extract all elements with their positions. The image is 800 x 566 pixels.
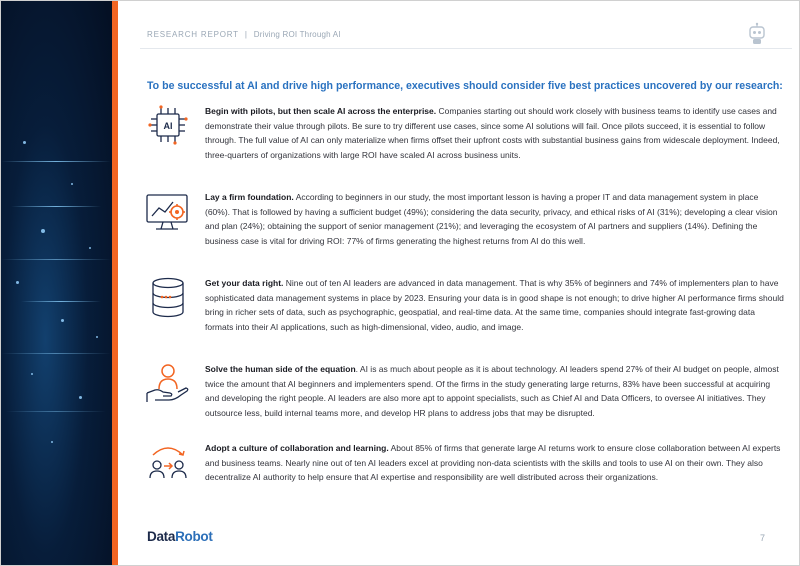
- practice-title: Adopt a culture of collaboration and learning.: [205, 443, 389, 453]
- svg-text:AI: AI: [163, 121, 173, 131]
- practice-title: Get your data right.: [205, 278, 284, 288]
- page-number: 7: [760, 533, 766, 543]
- header-separator: |: [244, 30, 248, 39]
- practice-body: According to beginners in our study, the most important lesson is having a proper IT and data management system in place (60%). That is followed by having a sufficient budget (49%); considering the data security, privacy, and ethical risks of AI (31%); developing a clear vision and plan (24%); obtaining the support of senior management (21%); and leveraging the ecosystem of AI partners and suppliers (14%). Defining the business case is vital for driving ROI: 77% of firms generating the highest returns from AI do this well.: [205, 192, 778, 247]
- practice-body: Nine out of ten AI leaders are advanced in data management. That is why 35% of beginners and 74% of implementers plan to have sophisticated data management systems in place by 2023. Ensuring your data is in good shape is not enough; to drive higher AI performance firms should bring in richer sets of data, such as psychographic, geospatial, and real-time data. At the same time, companies should integrate fast-growing data formats into their AI applications, such as high-dimensional, video, audio, and image.: [205, 278, 784, 333]
- practice-item: [143, 104, 787, 178]
- monitor-analytics-icon: [143, 190, 193, 234]
- robot-icon: [745, 22, 769, 46]
- brand-primary: Data: [147, 529, 176, 544]
- practice-item: [143, 190, 787, 264]
- collaboration-icon: [143, 441, 193, 485]
- brand-logo: [147, 529, 213, 544]
- header-report-name: Driving ROI Through AI: [253, 30, 341, 39]
- practice-body: . AI is as much about people as it is about technology. AI leaders spend 27% of their AI budget on people, almost twice the amount that AI beginners and implementers spend. Of the firms in the study generating large returns, 83% have been successful at acquiring and developing the right people. AI leaders are also more apt to appoint specialists, such as Chief AI and Data Officers, to oversee AI initiatives. They outsource less, build internal teams more, and develop HR plans to address jobs that may be disrupted.: [205, 364, 779, 419]
- practice-item: [143, 362, 787, 436]
- practice-text: [205, 104, 785, 163]
- practice-text: [205, 276, 785, 335]
- brand-accent: Robot: [175, 529, 213, 544]
- intro-heading: To be successful at AI and drive high performance, executives should consider five best practices uncovered by our research:: [147, 80, 783, 92]
- running-header: [147, 30, 341, 39]
- practice-body: Companies starting out should work closely with business teams to identify use cases and demonstrate their value through pilots. Be sure to try different use cases, since some AI solutions will fail. Once pilots succeed, it is essential to follow through. The full value of AI can only materialize when firms offset their upfront costs with substantial business gains from widescale deployment. Indeed, three-quarters of organizations with large ROI have scaled AI across business units.: [205, 106, 780, 161]
- practice-text: [205, 190, 785, 249]
- header-section: RESEARCH REPORT: [147, 30, 239, 39]
- ai-chip-icon: [143, 104, 193, 148]
- person-hand-icon: [143, 362, 193, 406]
- practice-text: [205, 441, 785, 485]
- accent-bar: [112, 1, 118, 565]
- practice-body: About 85% of firms that generate large AI returns work to ensure close collaboration between AI experts and business teams. Nearly nine out of ten AI leaders excel at providing non-data scientists with the skills and tools to use AI on their own. They also decentralize AI authority to help ensure that AI expertise and responsibility are well distributed across their organizations.: [205, 443, 781, 483]
- practice-text: [205, 362, 785, 421]
- database-icon: [143, 276, 193, 320]
- practice-title: Solve the human side of the equation: [205, 364, 356, 374]
- practice-item: [143, 276, 787, 350]
- header-divider: [140, 48, 792, 49]
- practice-item: [143, 441, 787, 501]
- practice-title: Lay a firm foundation.: [205, 192, 294, 202]
- cover-image-panel: [1, 1, 112, 565]
- practice-title: Begin with pilots, but then scale AI across the enterprise.: [205, 106, 437, 116]
